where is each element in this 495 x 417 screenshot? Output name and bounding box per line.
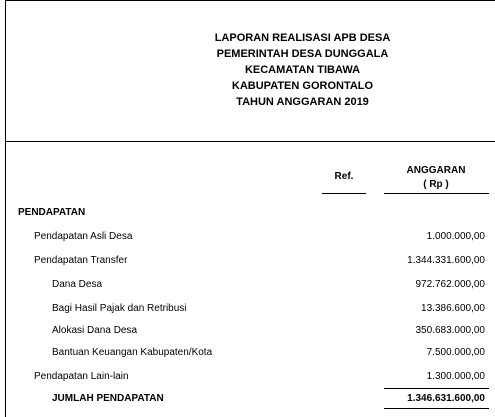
header-divider <box>5 141 495 142</box>
row-label: Bantuan Keuangan Kabupaten/Kota <box>52 347 213 358</box>
row-label: Alokasi Dana Desa <box>52 325 138 336</box>
table-row <box>0 368 495 386</box>
report-title <box>140 30 465 110</box>
title-line: LAPORAN REALISASI APB DESA <box>214 32 391 44</box>
ref-header-underline <box>322 193 366 194</box>
row-label: Pendapatan Asli Desa <box>34 231 133 242</box>
title-line: PEMERINTAH DESA DUNGGALA <box>216 48 389 60</box>
table-row <box>0 204 495 222</box>
total-rule-top <box>384 388 489 389</box>
row-label: PENDAPATAN <box>18 207 86 218</box>
row-amount: 1.344.331.600,00 <box>407 255 485 266</box>
row-label: Dana Desa <box>52 279 103 290</box>
anggaran-header-line2: ( Rp ) <box>423 179 449 190</box>
title-line: KABUPATEN GORONTALO <box>231 80 374 92</box>
ref-header-label: Ref. <box>334 171 354 182</box>
ref-column-header <box>322 170 366 184</box>
table-row <box>0 228 495 246</box>
total-rule-bottom <box>384 408 489 409</box>
row-label: Bagi Hasil Pajak dan Retribusi <box>52 303 187 314</box>
row-label: Pendapatan Lain-lain <box>34 371 129 382</box>
row-amount: 1.346.631.600,00 <box>407 393 485 404</box>
row-label: Pendapatan Transfer <box>34 255 128 266</box>
title-line: KECAMATAN TIBAWA <box>244 64 361 76</box>
table-row <box>0 276 495 294</box>
top-border <box>5 0 495 1</box>
table-row <box>0 300 495 318</box>
row-amount: 1.000.000,00 <box>426 231 485 242</box>
anggaran-header-underline <box>384 193 489 194</box>
anggaran-header-line1: ANGGARAN <box>406 165 466 176</box>
table-row <box>0 344 495 362</box>
row-amount: 972.762.000,00 <box>415 279 485 290</box>
table-row <box>0 390 495 408</box>
anggaran-column-header <box>388 164 484 192</box>
title-line: TAHUN ANGGARAN 2019 <box>236 96 369 108</box>
row-amount: 7.500.000,00 <box>426 347 485 358</box>
row-amount: 1.300.000,00 <box>426 371 485 382</box>
row-label: JUMLAH PENDAPATAN <box>52 393 164 404</box>
row-amount: 13.386.600,00 <box>421 303 485 314</box>
table-row <box>0 252 495 270</box>
row-amount: 350.683.000,00 <box>415 325 485 336</box>
table-row <box>0 322 495 340</box>
